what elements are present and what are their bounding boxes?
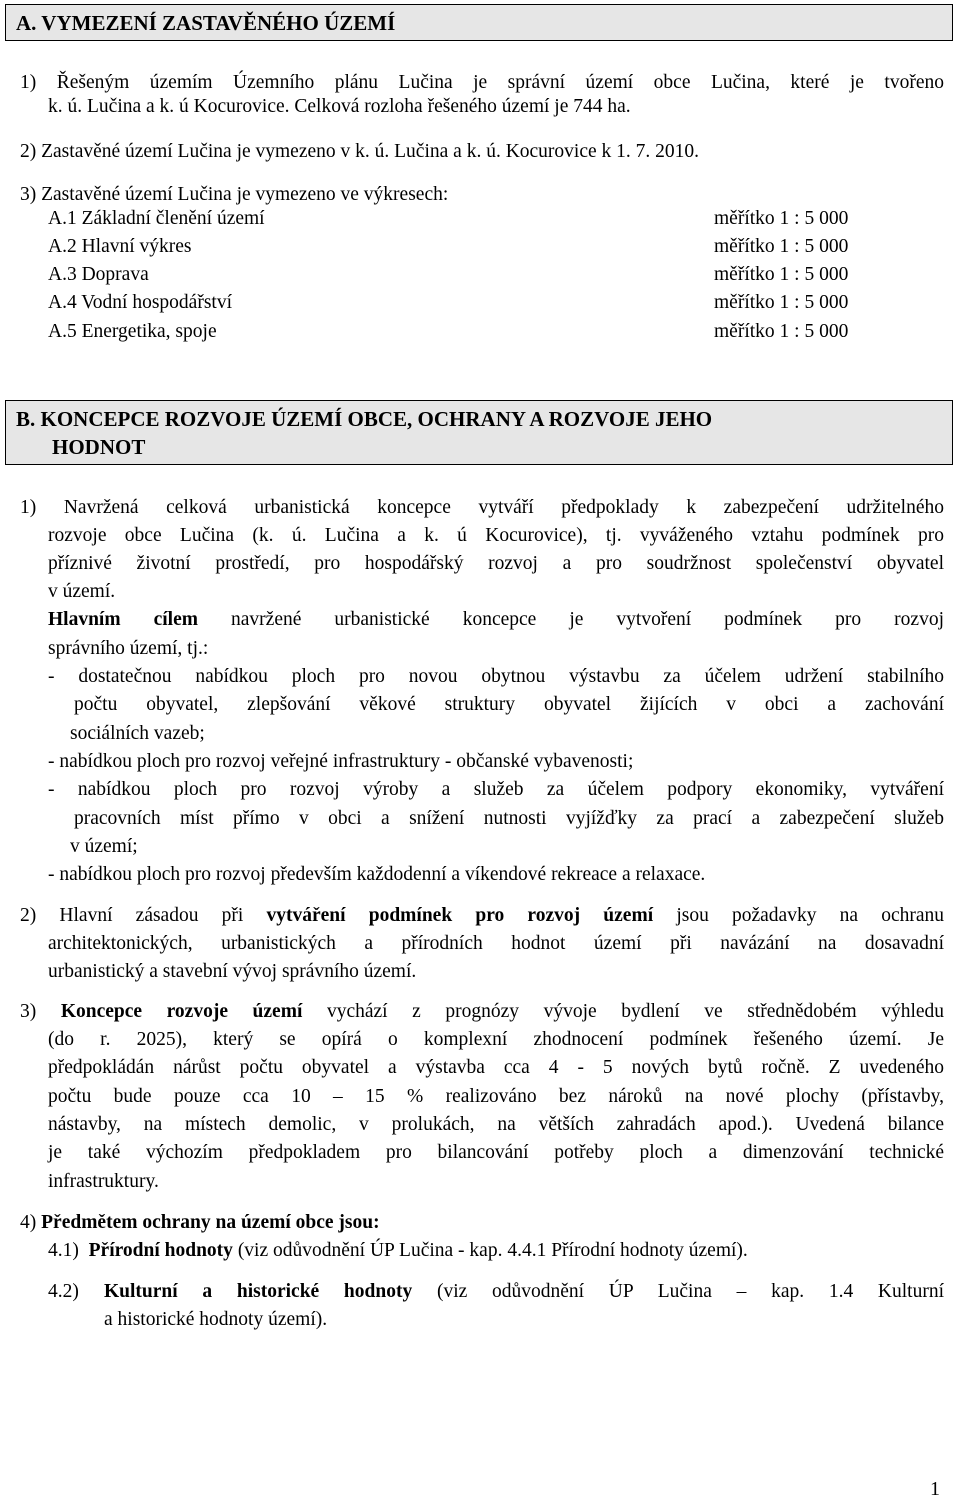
p4-num: 4) (20, 1212, 37, 1233)
bullet-line: - nabídkou ploch pro rozvoj především každodenní a víkendové rekreace a relaxace. (48, 864, 706, 885)
drawing-scale: měřítko 1 : 5 000 (714, 292, 849, 313)
p2-text: 2) Hlavní zásadou při (20, 905, 244, 926)
b-p3-line1 (20, 1000, 944, 1024)
bullet-line: - nabídkou ploch pro rozvoj výroby a služeb za účelem podpory ekonomiky, vytváření (48, 779, 944, 800)
b-goal-line1 (48, 608, 944, 632)
section-b-heading (5, 400, 953, 465)
b-goal-line2: správního území, tj.: (48, 638, 209, 659)
goal-bold: Hlavním cílem (48, 609, 198, 630)
a-p1-line1: 1) Řešeným územím Územního plánu Lučina je správní území obce Lučina, které je tvořeno (20, 72, 944, 93)
page-number: 1 (930, 1478, 940, 1500)
p3-bold: Koncepce rozvoje území (60, 1001, 303, 1022)
section-a-title: A. VYMEZENÍ ZASTAVĚNÉHO ÚZEMÍ (16, 11, 396, 35)
drawing-scale: měřítko 1 : 5 000 (714, 208, 849, 229)
b-p1-line4: v území. (48, 581, 116, 602)
b-p4-line1 (20, 1211, 380, 1235)
drawing-row (48, 235, 888, 259)
b-p3-line: (do r. 2025), který se opírá o komplexní zhodnocení podmínek řešeného území. Je (48, 1029, 944, 1050)
drawing-row (48, 291, 888, 315)
goal-rest: navržené urbanistické koncepce je vytvoření podmínek pro rozvoj (231, 609, 944, 630)
b-p3-line: předpokládán nárůst počtu obyvatel a výstavba cca 4 - 5 nových bytů ročně. Z uvedeného (48, 1057, 944, 1078)
drawing-name: A.5 Energetika, spoje (48, 321, 217, 342)
a-p2: 2) Zastavěné území Lučina je vymezeno v k. ú. Lučina a k. ú. Kocurovice k 1. 7. 2010. (20, 141, 700, 162)
p41-num: 4.1) (48, 1240, 79, 1261)
p41-rest: (viz odůvodnění ÚP Lučina - kap. 4.4.1 Přírodní hodnoty území). (237, 1240, 748, 1261)
b-p42-line2: a historické hodnoty území). (104, 1309, 328, 1330)
bullet-line: - dostatečnou nabídkou ploch pro novou obytnou výstavbu za účelem udržení stabilního (48, 666, 944, 687)
bullet-line: počtu obyvatel, zlepšování věkové struktury obyvatel žijících v obci a zachování (74, 694, 944, 715)
drawing-row (48, 263, 888, 287)
drawing-name: A.3 Doprava (48, 264, 149, 285)
b-p41 (48, 1239, 748, 1263)
a-p3: 3) Zastavěné území Lučina je vymezeno ve výkresech: (20, 184, 449, 205)
b-p2-line3: urbanistický a stavební vývoj správního území. (48, 961, 417, 982)
p2-bold: vytváření podmínek pro rozvoj území (266, 905, 654, 926)
drawing-scale: měřítko 1 : 5 000 (714, 321, 849, 342)
p4-bold: Předmětem ochrany na území obce jsou: (41, 1212, 380, 1233)
section-b-title-line1: B. KONCEPCE ROZVOJE ÚZEMÍ OBCE, OCHRANY A ROZVOJE JEHO (16, 407, 713, 431)
b-p1-line2: rozvoje obce Lučina (k. ú. Lučina a k. ú Kocurovice), tj. vyváženého vztahu podmínek pro (48, 525, 944, 546)
drawing-row (48, 320, 888, 344)
b-p3-line: nástavby, na místech demolic, v prolukách, na větších zahradách apod.). Uvedená bilance (48, 1114, 944, 1135)
b-p42-line1 (104, 1280, 944, 1304)
b-p1-line1: 1) Navržená celková urbanistická koncepce vytváří předpoklady k zabezpečení udržitelného (20, 497, 944, 518)
drawing-name: A.4 Vodní hospodářství (48, 292, 233, 313)
b-p3-line: infrastruktury. (48, 1171, 159, 1192)
drawing-scale: měřítko 1 : 5 000 (714, 236, 849, 257)
p41-bold: Přírodní hodnoty (88, 1240, 233, 1261)
p42-rest: (viz odůvodnění ÚP Lučina – kap. 1.4 Kulturní (436, 1281, 945, 1302)
section-a-heading (5, 4, 953, 41)
section-b-title-line2: HODNOT (52, 435, 146, 459)
drawing-name: A.1 Základní členění území (48, 208, 265, 229)
p3-text: vychází z prognózy vývoje bydlení ve střednědobém výhledu (326, 1001, 945, 1022)
b-p42-num: 4.2) (48, 1281, 79, 1302)
a-p1-line2: k. ú. Lučina a k. ú Kocurovice. Celková rozloha řešeného území je 744 ha. (48, 96, 631, 117)
b-p1-line3: příznivé životní prostředí, pro hospodářský rozvoj a pro soudržnost společenství obyvatel (48, 553, 944, 574)
p2-text: jsou požadavky na ochranu (676, 905, 945, 926)
drawing-scale: měřítko 1 : 5 000 (714, 264, 849, 285)
b-p3-line: je také výchozím předpokladem pro bilancování potřeby ploch a dimenzování technické (48, 1142, 944, 1163)
drawing-name: A.2 Hlavní výkres (48, 236, 192, 257)
bullet-line: pracovních míst přímo v obci a snížení nutnosti vyjížďky za prací a zabezpečení služeb (74, 808, 944, 829)
bullet-line: sociálních vazeb; (70, 723, 205, 744)
p3-num: 3) (20, 1001, 37, 1022)
b-p3-line: počtu bude pouze cca 10 – 15 % realizováno bez nároků na nové plochy (přístavby, (48, 1086, 944, 1107)
drawing-row (48, 207, 888, 231)
b-p2-line1 (20, 904, 944, 928)
p42-bold: Kulturní a historické hodnoty (104, 1281, 413, 1302)
bullet-line: - nabídkou ploch pro rozvoj veřejné infrastruktury - občanské vybavenosti; (48, 751, 634, 772)
bullet-line: v území; (70, 836, 138, 857)
b-p2-line2: architektonických, urbanistických a přírodních hodnot území při navázání na dosavadní (48, 933, 944, 954)
